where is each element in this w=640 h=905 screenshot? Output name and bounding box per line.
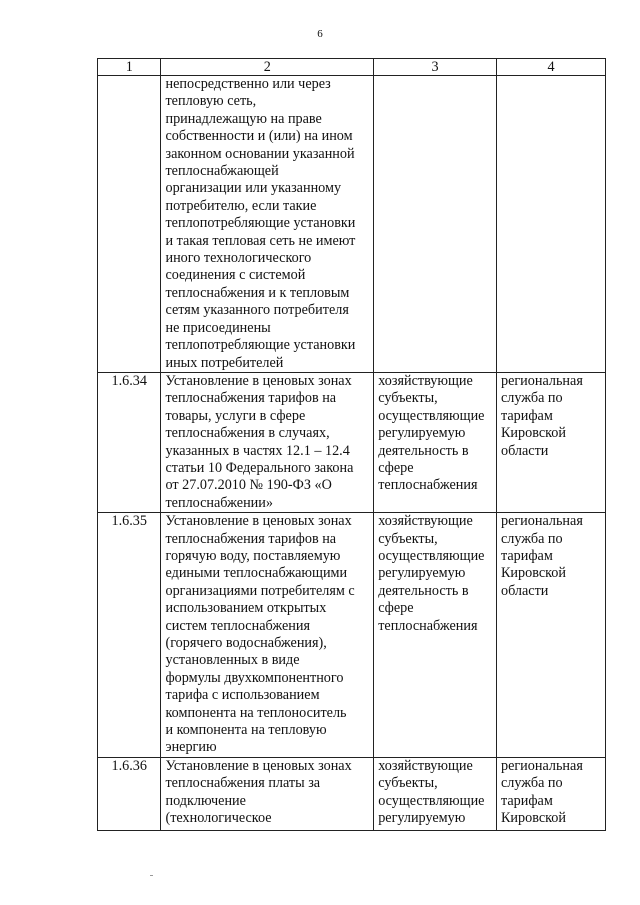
row-subjects — [374, 76, 497, 373]
row-number: 1.6.35 — [98, 513, 161, 758]
row-description: Установление в ценовых зонах теплоснабжения тарифов на горячую воду, поставляемую едиными теплоснабжающими организациями потребителям с использованием открытых систем теплоснабжения (горячего водоснабжения), установленных в виде формулы двухкомпонентного тарифа с использованием компонента на теплоноситель и компонента на тепловую энергию — [161, 513, 374, 758]
table-header — [98, 59, 606, 76]
row-authority: региональная служба по тарифам Кировской — [496, 757, 605, 830]
table-row — [98, 76, 606, 373]
regulation-table — [97, 58, 606, 831]
row-description: Установление в ценовых зонах теплоснабжения тарифов на товары, услуги в сфере теплоснабжения в случаях, указанных в частях 12.1 – 12.4 статьи 10 Федерального закона от 27.07.2010 № 190-ФЗ «О теплоснабжении» — [161, 372, 374, 512]
row-authority — [496, 76, 605, 373]
header-row — [98, 59, 606, 76]
row-number: 1.6.34 — [98, 372, 161, 512]
header-col-3: 3 — [374, 59, 497, 76]
header-col-2: 2 — [161, 59, 374, 76]
table-row — [98, 513, 606, 758]
scan-speck — [150, 875, 153, 876]
row-authority: региональная служба по тарифам Кировской области — [496, 513, 605, 758]
page-number: 6 — [317, 28, 323, 40]
row-description: Установление в ценовых зонах теплоснабжения платы за подключение (технологическое — [161, 757, 374, 830]
table-row — [98, 757, 606, 830]
header-col-1: 1 — [98, 59, 161, 76]
row-description: непосредственно или через тепловую сеть, принадлежащую на праве собственности и (или) на ином законном основании указанной теплоснабжающей организации или указанному потребителю, если такие теплопотребляющие установки и такая тепловая сеть не имеют иного технологического соединения с системой теплоснабжения и к тепловым сетям указанного потребителя не присоединены теплопотребляющие установки иных потребителей — [161, 76, 374, 373]
row-subjects: хозяйствующие субъекты, осуществляющие регулируемую деятельность в сфере теплоснабжения — [374, 372, 497, 512]
row-authority: региональная служба по тарифам Кировской области — [496, 372, 605, 512]
row-subjects: хозяйствующие субъекты, осуществляющие регулируемую деятельность в сфере теплоснабжения — [374, 513, 497, 758]
row-number — [98, 76, 161, 373]
header-col-4: 4 — [496, 59, 605, 76]
row-number: 1.6.36 — [98, 757, 161, 830]
table-row — [98, 372, 606, 512]
row-subjects: хозяйствующие субъекты, осуществляющие регулируемую — [374, 757, 497, 830]
